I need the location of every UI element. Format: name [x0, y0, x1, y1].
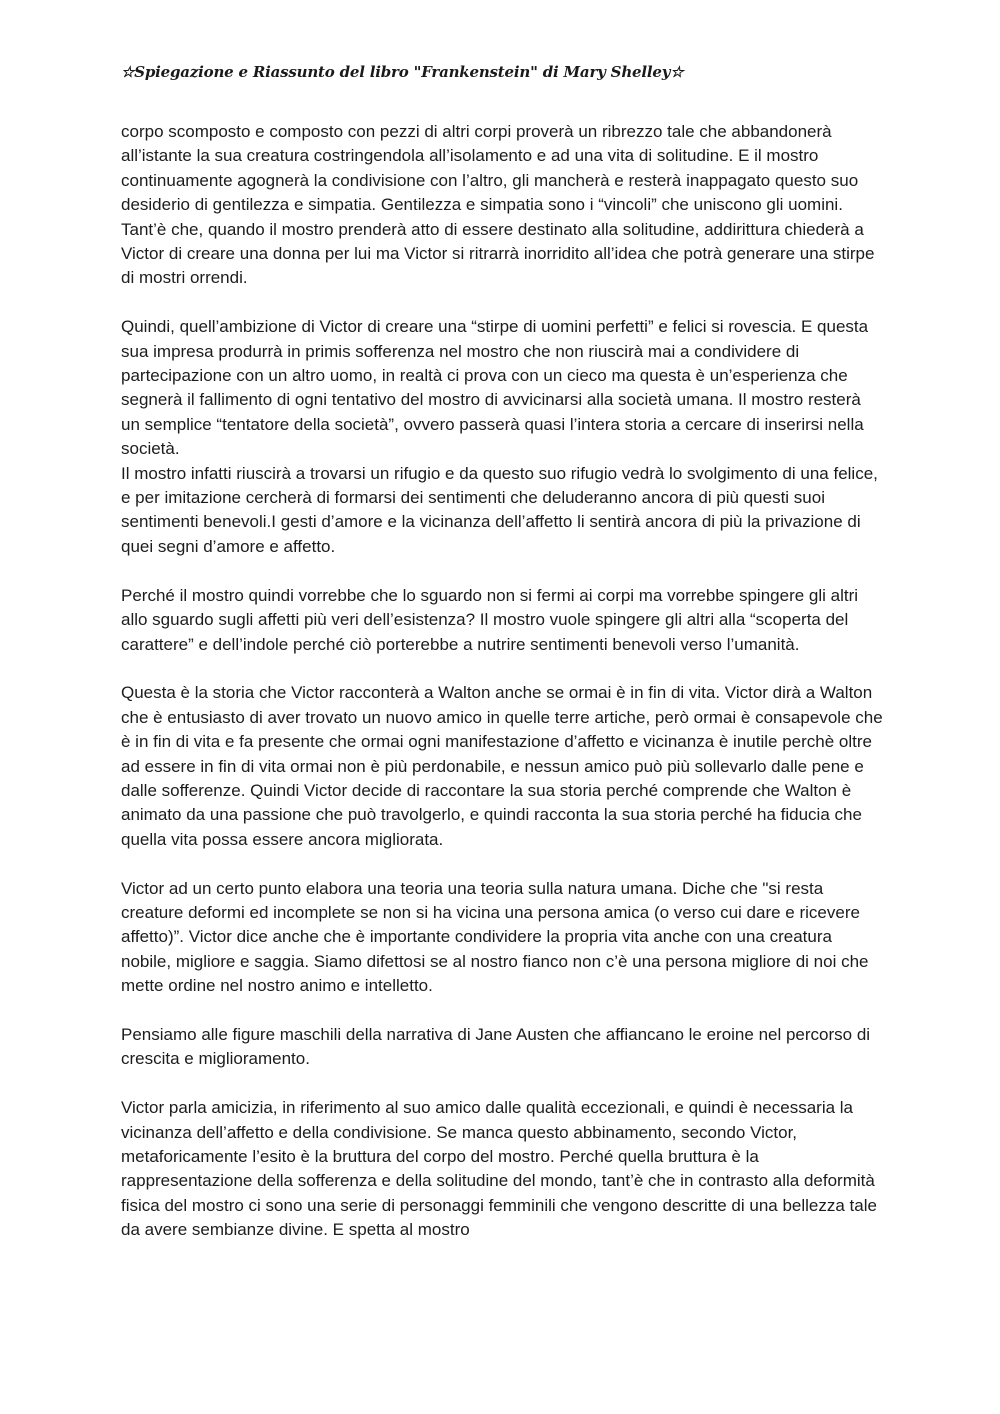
running-header-title: ☆Spiegazione e Riassunto del libro "Frankenstein" di Mary Shelley☆ — [121, 63, 684, 81]
paragraph-5: Questa è la storia che Victor racconterà a Walton anche se ormai è in fin di vita. Victor dirà a Walton che è entusiasto di aver trovato un nuovo amico in quelle terre artiche, però ormai è consapevole che è in fin di vita e fa presente che ormai ogni manifestazione d’affetto e vicinanza è inutile perchè oltre ad essere in fin di vita ormai non è più perdonabile, e nessun amico può più sollevarlo dalle pene e dalle sofferenze. Quindi Victor decide di raccontare la sua storia perché comprende che Walton è animato da una passione che può travolgerlo, e quindi racconta la sua storia perché ha fiducia che quella vita possa essere ancora migliorata. — [121, 683, 883, 849]
paragraph-6: Victor ad un certo punto elabora una teoria una teoria sulla natura umana. Diche che "si resta creature deformi ed incomplete se non si ha vicina una persona amica (o verso cui dare e ricevere affetto)”. Victor dice anche che è importante condividere la propria vita anche con una creatura nobile, migliore e saggia. Siamo difettosi se al nostro fianco non c’è una persona migliore di noi che mette ordine nel nostro animo e intelletto. — [121, 878, 869, 996]
paragraph-4: Perché il mostro quindi vorrebbe che lo sguardo non si fermi ai corpi ma vorrebbe spingere gli altri allo sguardo sugli affetti più veri dell’esistenza? Il mostro vuole spingere gli altri alla “scoperta del carattere” e dell’indole perché ciò porterebbe a nutrire sentimenti benevoli verso l’umanità. — [121, 585, 859, 654]
paragraph-8: Victor parla amicizia, in riferimento al suo amico dalle qualità eccezionali, e quindi è necessaria la vicinanza dell’affetto e della condivisione. Se manca questo abbinamento, secondo Victor, metaforicamente l’esito è la bruttura del corpo del mostro. Perché quella bruttura è la rappresentazione della sofferenza e della solitudine del mondo, tant’è che in contrasto alla deformità fisica del mostro ci sono una serie di personaggi femminili che vengono descritte di una bellezza tale da avere sembianze divine. E spetta al mostro — [121, 1098, 877, 1240]
paragraph-1: corpo scomposto e composto con pezzi di altri corpi proverà un ribrezzo tale che abbandonerà all’istante la sua creatura costringendola all’isolamento e ad una vita di solitudine. E il mostro continuamente agognerà la condivisione con l’altro, gli mancherà e resterà inappagato questo suo desiderio di gentilezza e simpatia. Gentilezza e simpatia sono i “vincoli” che uniscono gli uomini. Tant’è che, quando il mostro prenderà atto di essere destinato alla solitudine, addirittura chiederà a Victor di creare una donna per lui ma Victor si ritrarrà inorridito all’idea che potrà generare una stirpe di mostri orrendi. — [121, 122, 875, 288]
body-text — [121, 120, 883, 1267]
paragraph-3: Il mostro infatti riuscirà a trovarsi un rifugio e da questo suo rifugio vedrà lo svolgimento di una felice, e per imitazione cercherà di formarsi dei sentimenti che deluderanno ancora di più questi suoi sentimenti benevoli.I gesti d’amore e la vicinanza dell’affetto li sentirà ancora di più la privazione di quei segni d’amore e affetto. — [121, 463, 878, 556]
paragraph-7: Pensiamo alle figure maschili della narrativa di Jane Austen che affiancano le eroine nel percorso di crescita e miglioramento. — [121, 1024, 871, 1069]
paragraph-2: Quindi, quell’ambizione di Victor di creare una “stirpe di uomini perfetti” e felici si rovescia. E questa sua impresa produrrà in primis sofferenza nel mostro che non riuscirà mai a condividere di partecipazione con un altro uomo, in realtà ci prova con un cieco ma questa è un’esperienza che segnerà il fallimento di ogni tentativo del mostro di avvicinarsi alla società umana. Il mostro resterà un semplice “tentatore della società”, ovvero passerà quasi l’intera storia a cercare di inserirsi nella società. — [121, 317, 869, 459]
